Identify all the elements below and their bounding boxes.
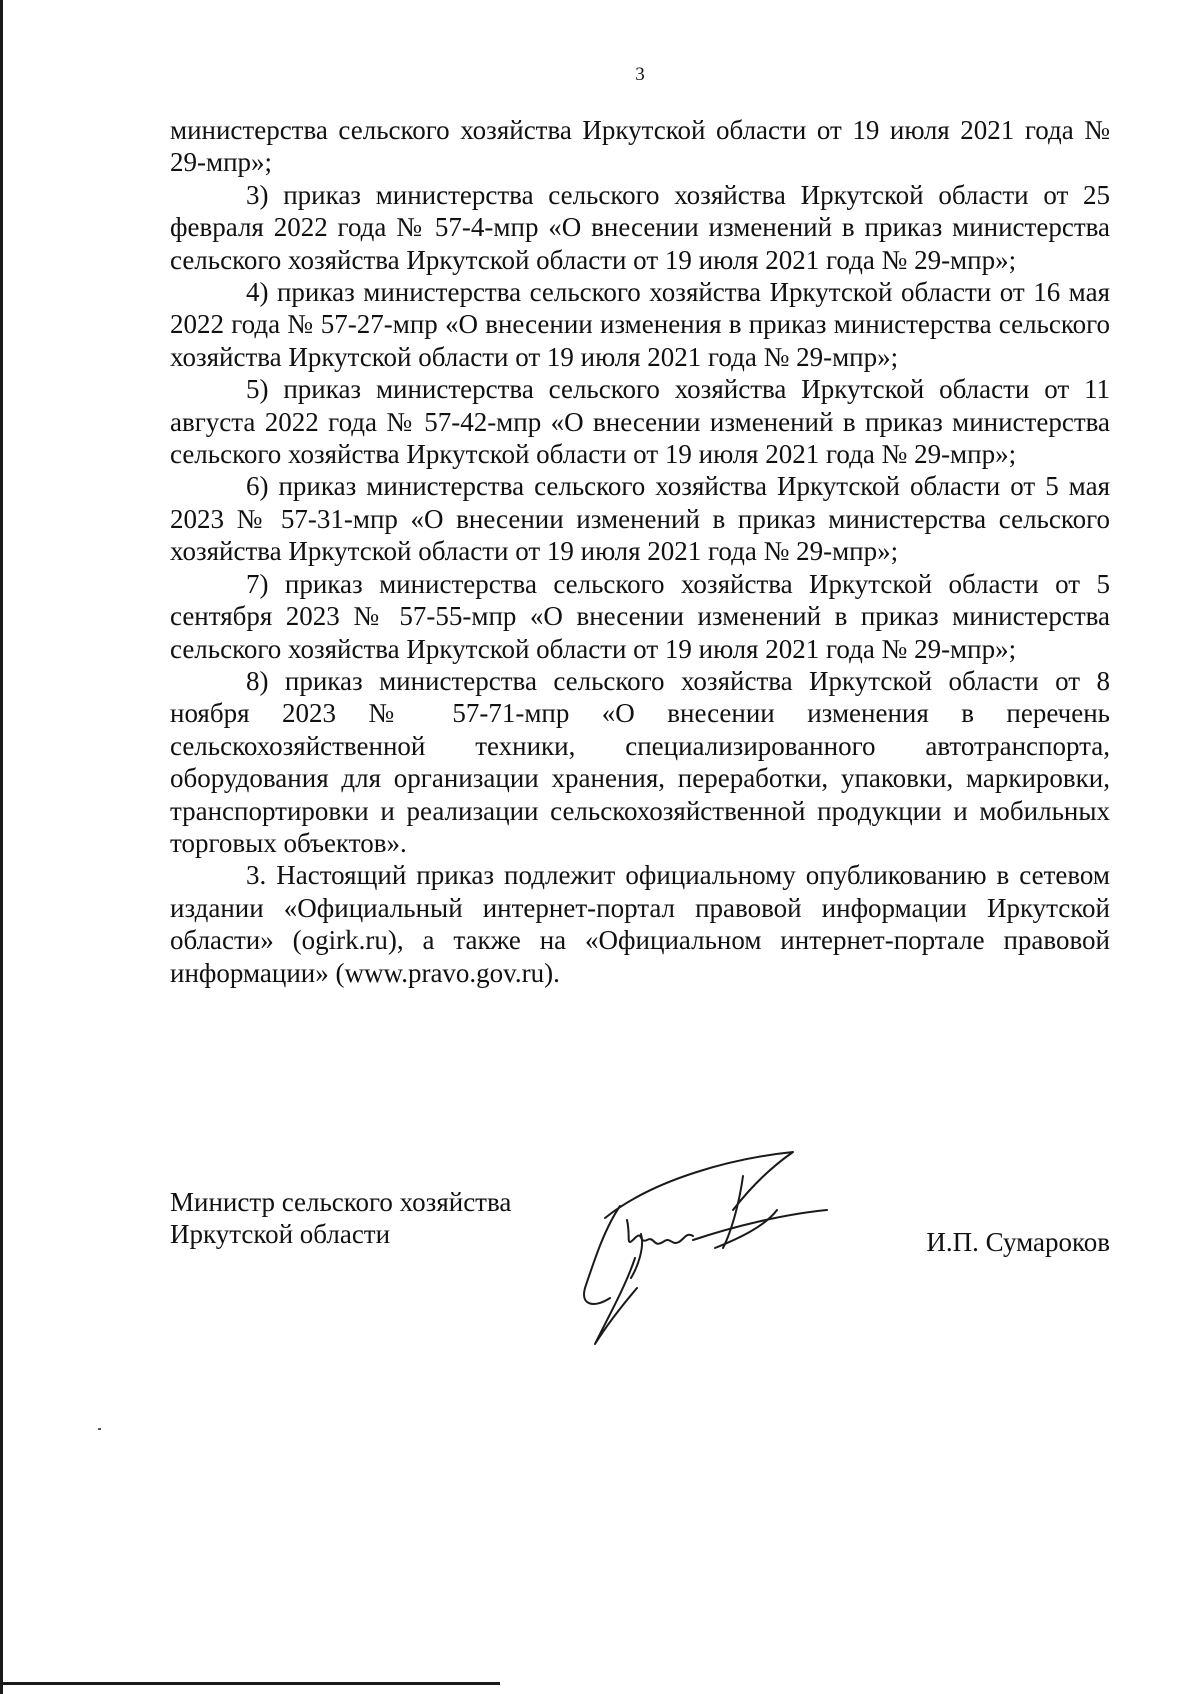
paragraph-item-6: 6) приказ министерства сельского хозяйства Иркутской области от 5 мая 2023 № 57-31-мпр «О внесении изменений в приказ министерства сельского хозяйства Иркутской области от 19 июля 2021 года № 29-мпр»; <box>170 471 1110 567</box>
document-body <box>170 114 1110 989</box>
paragraph-item-5: 5) приказ министерства сельского хозяйства Иркутской области от 11 августа 2022 года № 57-42-мпр «О внесении изменений в приказ министерства сельского хозяйства Иркутской области от 19 июля 2021 года № 29-мпр»; <box>170 374 1110 470</box>
handwritten-signature <box>565 1148 865 1348</box>
scan-speck <box>98 1428 101 1430</box>
scan-edge-bottom <box>0 1682 500 1685</box>
paragraph-continuation: министерства сельского хозяйства Иркутской области от 19 июля 2021 года № 29-мпр»; <box>170 115 1110 178</box>
scan-edge-left <box>0 0 3 1694</box>
paragraph-clause-3: 3. Настоящий приказ подлежит официальному опубликованию в сетевом издании «Официальный интернет-портал правовой информации Иркутской области» (ogirk.ru), а также на «Официальном интернет-портале правовой информации» (www.pravo.gov.ru). <box>170 860 1110 988</box>
signer-name: И.П. Сумароков <box>926 1227 1110 1257</box>
signer-position <box>170 1186 511 1251</box>
signer-position-line2: Иркутской области <box>170 1219 391 1250</box>
page-number: 3 <box>635 64 645 85</box>
signer-position-line1: Министр сельского хозяйства <box>170 1187 512 1217</box>
paragraph-item-7: 7) приказ министерства сельского хозяйства Иркутской области от 5 сентября 2023 № 57-55-мпр «О внесении изменений в приказ министерства сельского хозяйства Иркутской области от 19 июля 2021 года № 29-мпр»; <box>170 568 1110 664</box>
paragraph-item-3: 3) приказ министерства сельского хозяйства Иркутской области от 25 февраля 2022 года № 57-4-мпр «О внесении изменений в приказ министерства сельского хозяйства Иркутской области от 19 июля 2021 года № 29-мпр»; <box>170 179 1110 275</box>
paragraph-item-8: 8) приказ министерства сельского хозяйства Иркутской области от 8 ноября 2023 № 57-71-мпр «О внесении изменения в перечень сельскохозяйственной техники, специализированного автотранспорта, оборудования для организации хранения, переработки, упаковки, маркировки, транспортировки и реализации сельскохозяйственной продукции и мобильных торговых объектов». <box>170 665 1110 858</box>
signature-block <box>170 1186 1110 1346</box>
paragraph-item-4: 4) приказ министерства сельского хозяйства Иркутской области от 16 мая 2022 года № 57-27-мпр «О внесении изменения в приказ министерства сельского хозяйства Иркутской области от 19 июля 2021 года № 29-мпр»; <box>170 277 1110 372</box>
